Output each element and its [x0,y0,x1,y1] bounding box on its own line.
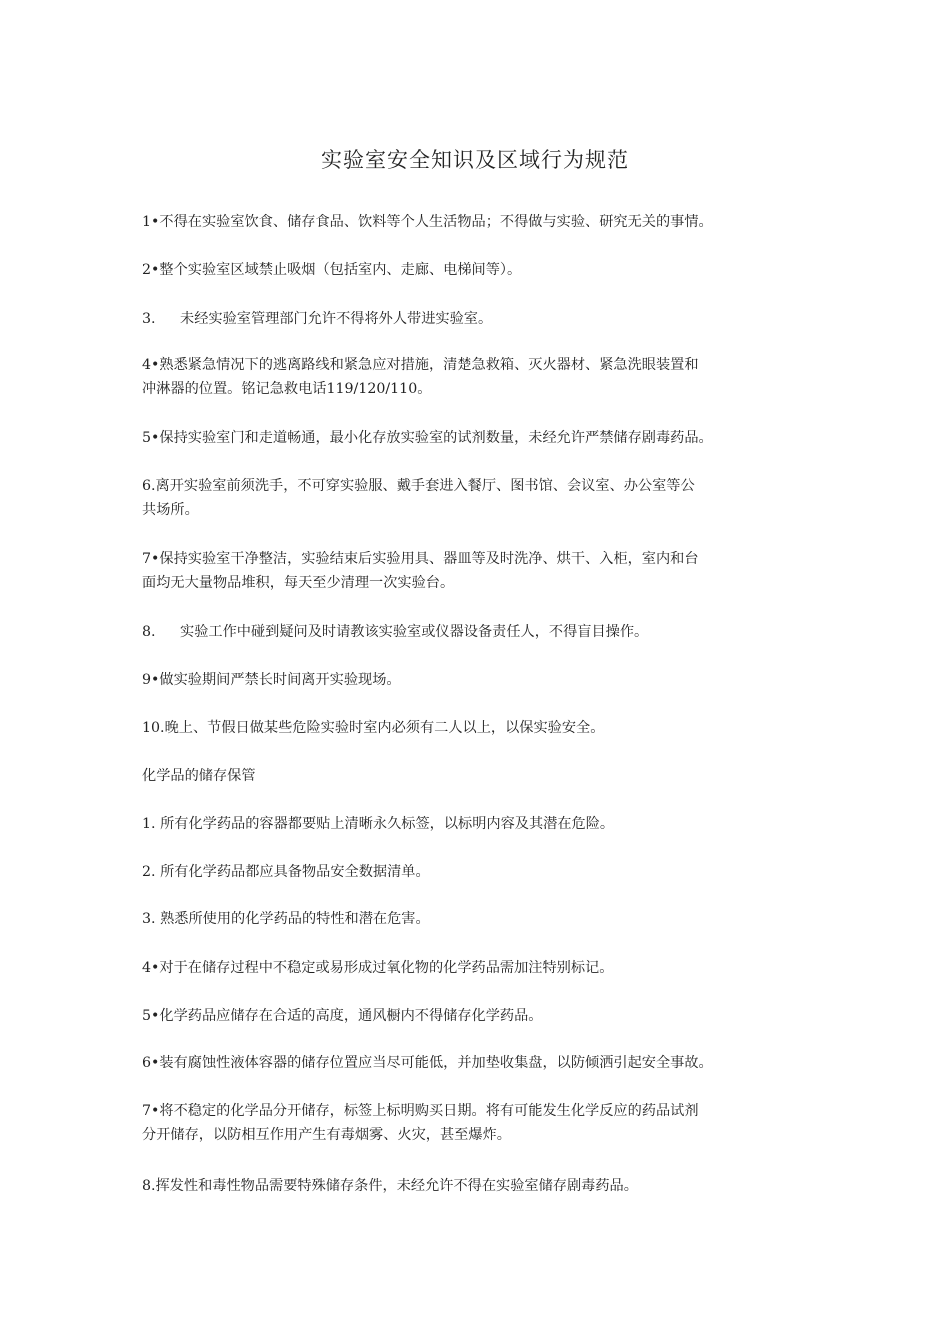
section-heading: 化学品的储存保管 [142,768,256,784]
rule-text: 化学药品应储存在合适的高度，通风橱内不得储存化学药品。 [159,1008,543,1024]
rule-number: 7• [142,1103,160,1119]
rule-text: 装有腐蚀性液体容器的储存位置应当尽可能低，并加垫收集盘，以防倾洒引起安全事故。 [159,1055,713,1071]
rule-number: 5• [142,1008,160,1024]
rule-text: 整个实验室区域禁止吸烟（包括室内、走廊、电梯间等）。 [159,262,522,278]
rule-1 [142,210,822,234]
rule-5 [142,426,822,450]
storage-rule-2 [142,860,822,884]
rule-number: 6• [142,1055,160,1071]
rule-number: 1. [142,816,156,832]
storage-rule-3 [142,907,822,931]
rule-number: 7• [142,551,160,567]
storage-rule-7 [142,1099,822,1147]
rule-number: 10. [142,720,165,736]
rule-number: 4• [142,960,160,976]
rule-number: 3. [142,911,156,927]
storage-rule-5 [142,1004,822,1028]
rule-text: 离开实验室前须洗手，不可穿实验服、戴手套进入餐厅、图书馆、会议室、办公室等公 [155,478,695,494]
rule-number: 5• [142,430,160,446]
rule-text: 将不稳定的化学品分开储存，标签上标明购买日期。将有可能发生化学反应的药品试剂 [159,1103,699,1119]
rule-line [142,210,822,234]
rule-9 [142,668,822,692]
rule-line [142,907,822,931]
rule-7 [142,547,822,595]
storage-rule-8 [142,1174,822,1198]
rule-line: 面均无大量物品堆积，每天至少清理一次实验台。 [142,575,455,591]
rule-text: 做实验期间严禁长时间离开实验现场。 [159,672,401,688]
rule-line [142,716,822,740]
rule-line [142,956,822,980]
rule-number: 6. [142,478,156,494]
rule-line [142,668,822,692]
rule-4 [142,353,822,401]
rule-line [142,860,822,884]
storage-rule-4 [142,956,822,980]
rule-line [142,1174,822,1198]
rule-text: 保持实验室门和走道畅通，最小化存放实验室的试剂数量，未经允许严禁储存剧毒药品。 [159,430,713,446]
rule-text: 未经实验室管理部门允许不得将外人带进实验室。 [180,311,493,327]
rule-text: 晚上、节假日做某些危险实验时室内必须有二人以上，以保实验安全。 [164,720,605,736]
rule-text: 所有化学药品都应具备物品安全数据清单。 [160,864,430,880]
rule-text: 熟悉所使用的化学药品的特性和潜在危害。 [160,911,430,927]
rule-line [142,547,822,571]
storage-rule-6 [142,1051,822,1075]
rule-text: 所有化学药品的容器都要贴上清晰永久标签，以标明内容及其潜在危险。 [160,816,615,832]
rule-10 [142,716,822,740]
rule-6 [142,474,822,522]
rule-number: 2• [142,262,160,278]
rule-line [142,1004,822,1028]
rule-line [142,620,822,644]
rule-line [142,1051,822,1075]
rule-line: 分开储存，以防相互作用产生有毒烟雾、火灾，甚至爆炸。 [142,1127,511,1143]
rule-line [142,426,822,450]
rule-text: 实验工作中碰到疑问及时请教该实验室或仪器设备责任人，不得盲目操作。 [180,624,649,640]
rule-number: 4• [142,357,160,373]
rule-2 [142,258,822,282]
rule-text: 不得在实验室饮食、储存食品、饮料等个人生活物品；不得做与实验、研究无关的事情。 [159,214,713,230]
rule-line [142,474,822,498]
rule-text: 对于在储存过程中不稳定或易形成过氧化物的化学药品需加注特别标记。 [159,960,614,976]
rule-line [142,258,822,282]
rule-number: 9• [142,672,160,688]
rule-text: 保持实验室干净整洁，实验结束后实验用具、器皿等及时洗净、烘干、入柜，室内和台 [159,551,699,567]
rule-number: 8. [142,1178,156,1194]
rule-number: 2. [142,864,156,880]
rule-8 [142,620,822,644]
page-title: 实验室安全知识及区域行为规范 [321,148,629,172]
rule-3 [142,307,822,331]
rule-line [142,353,822,377]
rule-number: 3. [142,311,156,327]
rule-line: 共场所。 [142,502,199,518]
rule-line [142,812,822,836]
rule-number: 1• [142,214,160,230]
rule-text: 挥发性和毒性物品需要特殊储存条件，未经允许不得在实验室储存剧毒药品。 [155,1178,638,1194]
rule-line [142,1099,822,1123]
rule-text: 熟悉紧急情况下的逃离路线和紧急应对措施，清楚急救箱、灭火器材、紧急洗眼装置和 [159,357,699,373]
rule-line [142,307,822,331]
storage-rule-1 [142,812,822,836]
rule-line: 冲淋器的位置。铭记急救电话119/120/110。 [142,381,432,397]
rule-number: 8. [142,624,156,640]
